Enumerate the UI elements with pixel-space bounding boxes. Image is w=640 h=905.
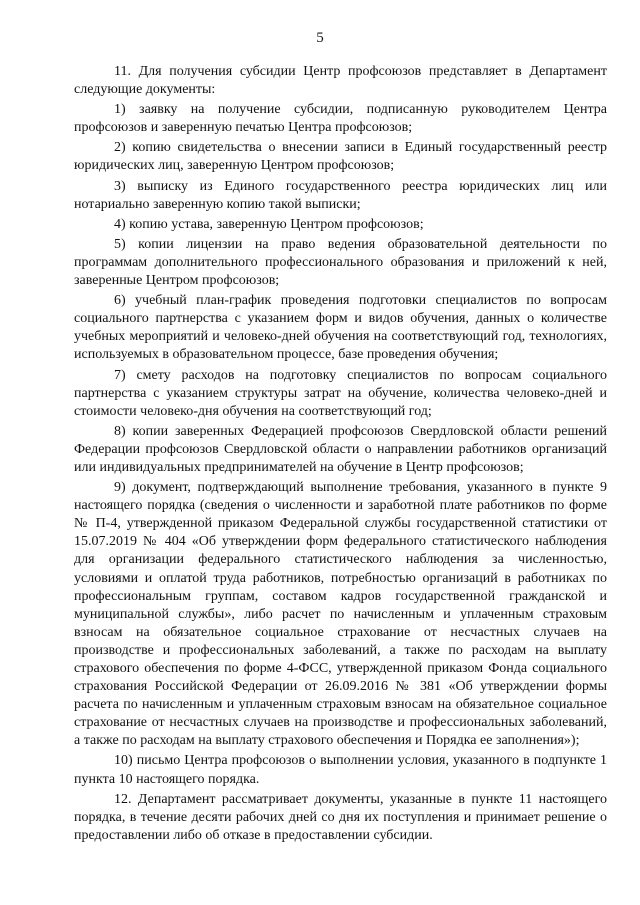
paragraph-subitem-10: 10) письмо Центра профсоюзов о выполнении условия, указанного в подпункте 1 пункта 10 настоящего порядка.: [74, 753, 607, 787]
paragraph-subitem-2: 2) копию свидетельства о внесении записи в Единый государственный реестр юридических лиц, заверенную Центром профсоюзов;: [74, 140, 607, 174]
paragraph-subitem-9: 9) документ, подтверждающий выполнение требования, указанного в пункте 9 настоящего порядка (сведения о численности и заработной плате работников по форме № П-4, утвержденной приказом Федеральной службы государственной статистики от 15.07.2019 № 404 «Об утверждении форм федерального статистического наблюдения для организации федерального статистического наблюдения за численностью, условиями и оплатой труда работников, потребностью организаций в работниках по профессиональным группам, составом кадров государственной гражданской и муниципальной службы», либо расчет по начисленным и уплаченным страховым взносам на обязательное социальное страхование от несчастных случаев на производстве и профессиональных заболеваний, а также по расходам на выплату страхового обеспечения по форме 4-ФСС, утвержденной приказом Фонда социального страхования Российской Федерации от 26.09.2016 № 381 «Об утверждении формы расчета по начисленным и уплаченным страховым взносам на обязательное социальное страхование от несчастных случаев на производстве и профессиональных заболеваний, а также по расходам на выплату страхового обеспечения и Порядка ее заполнения»);: [74, 480, 607, 749]
paragraph-subitem-6: 6) учебный план-график проведения подготовки специалистов по вопросам социального партнерства с указанием форм и видов обучения, данных о количестве учебных мероприятий и человеко-дней обучения на соответствующий год, технологиях, используемых в образовательном процессе, базе проведения обучения;: [74, 293, 607, 363]
page-number: 5: [316, 30, 324, 46]
document-body: [74, 63, 607, 845]
paragraph-subitem-5: 5) копии лицензии на право ведения образовательной деятельности по программам дополнительного профессионального образования и приложений к ней, заверенные Центром профсоюзов;: [74, 236, 607, 289]
paragraph-subitem-1: 1) заявку на получение субсидии, подписанную руководителем Центра профсоюзов и заверенную печатью Центра профсоюзов;: [74, 102, 607, 136]
paragraph-item-12: 12. Департамент рассматривает документы, указанные в пункте 11 настоящего порядка, в течение десяти рабочих дней со дня их поступления и принимает решение о предоставлении либо об отказе в предоставлении субсидии.: [74, 791, 607, 843]
paragraph-subitem-7: 7) смету расходов на подготовку специалистов по вопросам социального партнерства с указанием структуры затрат на обучение, количества человеко-дней и стоимости человеко-дня обучения на соответствующий год;: [74, 367, 607, 419]
paragraph-subitem-8: 8) копии заверенных Федерацией профсоюзов Свердловской области решений Федерации профсоюзов Свердловской области о направлении работников организаций или индивидуальных предпринимателей на обучение в Центр профсоюзов;: [74, 423, 607, 475]
paragraph-item-11: 11. Для получения субсидии Центр профсоюзов представляет в Департамент следующие документы:: [74, 64, 607, 98]
paragraph-subitem-3: 3) выписку из Единого государственного реестра юридических лиц или нотариально заверенную копию такой выписки;: [74, 178, 607, 212]
paragraph-subitem-4: 4) копию устава, заверенную Центром профсоюзов;: [114, 216, 424, 232]
